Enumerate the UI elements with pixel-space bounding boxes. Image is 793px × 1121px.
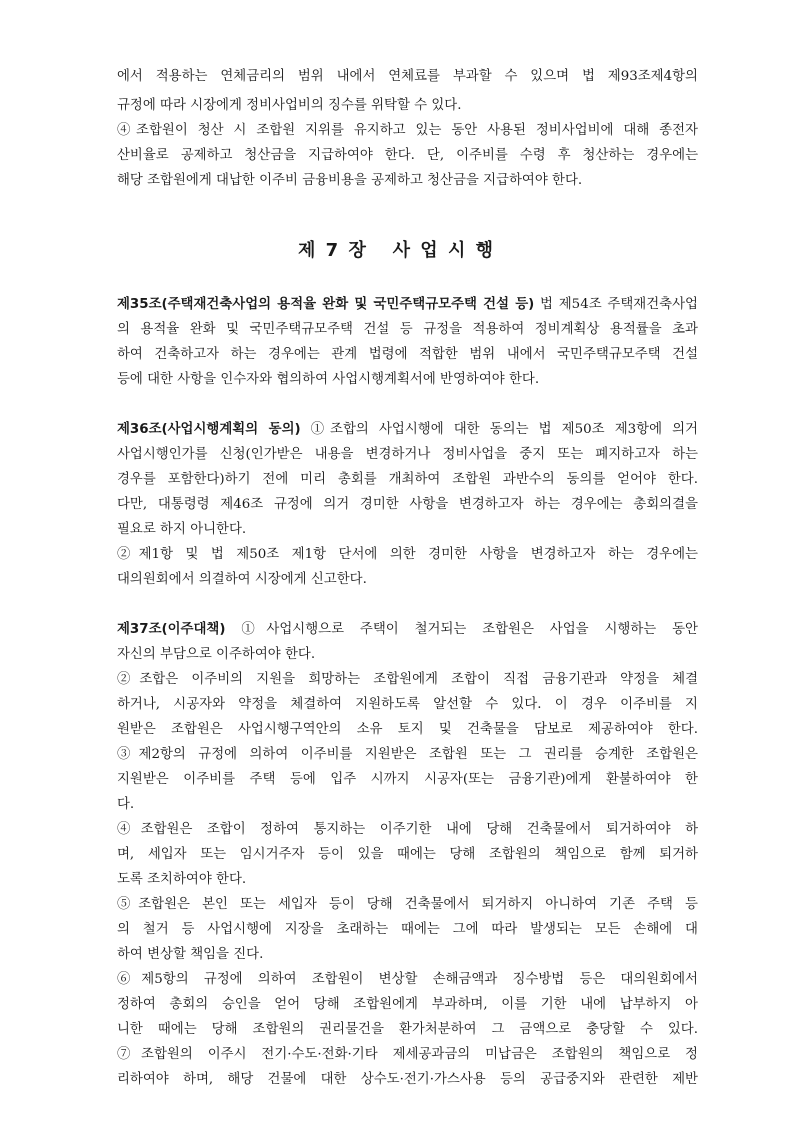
article-37-text: ①사업시행으로 주택이 철거되는 조합원은 사업을 시행하는 동안 xyxy=(225,622,698,637)
text-line: 대의원회에서 의결하여 시장에게 신고한다. xyxy=(117,572,367,587)
chapter-heading: 제 7 장 사 업 시 행 xyxy=(298,240,495,261)
text-line: 며, 세입자 또는 임시거주자 등이 있을 때에는 당해 조합원의 책임으로 함께 퇴거하 xyxy=(117,847,698,862)
article-37-first-line xyxy=(117,620,698,640)
text-line: 하거나, 시공자와 약정을 체결하여 지원하도록 알선할 수 있다. 이 경우 이주비를 지 xyxy=(117,697,698,712)
text-line: 규정에 따라 시장에게 정비사업비의 징수를 위탁할 수 있다. xyxy=(117,98,462,113)
text-line: 에서 적용하는 연체금리의 범위 내에서 연체료를 부과할 수 있으며 법 제93조제4항의 xyxy=(117,69,698,84)
text-line: 의 철거 등 사업시행에 지장을 초래하는 때에는 그에 따라 발생되는 모든 손해에 대 xyxy=(117,922,698,937)
text-line: 다. xyxy=(117,797,135,812)
text-line: 하여 건축하고자 하는 경우에는 관계 법령에 적합한 범위 내에서 국민주택규모주택 건설 xyxy=(117,347,698,362)
text-line: ⑥제5항의 규정에 의하여 조합원이 변상할 손해금액과 징수방법 등은 대의원회에서 xyxy=(117,972,698,987)
text-line: 니한 때에는 당해 조합원의 권리물건을 환가처분하여 그 금액으로 충당할 수 있다. xyxy=(117,1022,698,1037)
text-line: 다만, 대통령령 제46조 규정에 의거 경미한 사항을 변경하고자 하는 경우에는 총회의결을 xyxy=(117,497,698,512)
text-line: ②조합은 이주비의 지원을 희망하는 조합원에게 조합이 직접 금융기관과 약정을 체결 xyxy=(117,672,698,687)
text-line: 의 용적율 완화 및 국민주택규모주택 건설 등 규정을 적용하여 정비계획상 용적률을 초과 xyxy=(117,322,698,337)
text-line: ③제2항의 규정에 의하여 이주비를 지원받은 조합원 또는 그 권리를 승계한 조합원은 xyxy=(117,747,698,762)
text-line: 지원받은 이주비를 주택 등에 입주 시까지 시공자(또는 금융기관)에게 환불하여야 한 xyxy=(117,772,698,787)
article-36-text: ①조합의 사업시행에 대한 동의는 법 제50조 제3항에 의거 xyxy=(300,422,698,437)
text-line: 사업시행인가를 신청(인가받은 내용을 변경하거나 정비사업을 중지 또는 폐지하고자 하는 xyxy=(117,447,698,462)
text-line: 리하여야 하며, 해당 건물에 대한 상수도·전기·가스사용 등의 공급중지와 관련한 제반 xyxy=(117,1072,698,1087)
article-35-first-line xyxy=(117,295,698,315)
text-line: 산비율로 공제하고 청산금을 지급하여야 한다. 단, 이주비를 수령 후 청산하는 경우에는 xyxy=(117,148,698,163)
article-35-text: 법 제54조 주택재건축사업 xyxy=(534,297,698,312)
text-line: 도록 조치하여야 한다. xyxy=(117,872,247,887)
text-line: 등에 대한 사항을 인수자와 협의하여 사업시행계획서에 반영하여야 한다. xyxy=(117,372,540,387)
text-line: ④조합원은 조합이 정하여 통지하는 이주기한 내에 당해 건축물에서 퇴거하여야 하 xyxy=(117,822,698,837)
text-line: 해당 조합원에게 대납한 이주비 금융비용을 공제하고 청산금을 지급하여야 한다. xyxy=(117,173,583,188)
article-37-title: 제37조(이주대책) xyxy=(117,622,226,637)
text-line: ⑤조합원은 본인 또는 세입자 등이 당해 건축물에서 퇴거하지 아니하여 기존 주택 등 xyxy=(117,897,698,912)
text-line: 원받은 조합원은 사업시행구역안의 소유 토지 및 건축물을 담보로 제공하여야 한다. xyxy=(117,722,698,737)
article-36-first-line xyxy=(117,420,698,440)
text-line: 필요로 하지 아니한다. xyxy=(117,522,247,537)
text-line: ⑦조합원의 이주시 전기·수도·전화·기타 제세공과금의 미납금은 조합원의 책임으로 정 xyxy=(117,1047,698,1062)
text-line: 하여 변상할 책임을 진다. xyxy=(117,947,264,962)
text-line: 정하여 총회의 승인을 얻어 당해 조합원에게 부과하며, 이를 기한 내에 납부하지 아 xyxy=(117,997,698,1012)
article-35-title: 제35조(주택재건축사업의 용적율 완화 및 국민주택규모주택 건설 등) xyxy=(117,297,535,312)
text-line: 경우를 포함한다)하기 전에 미리 총회를 개최하여 조합원 과반수의 동의를 얻어야 한다. xyxy=(117,472,698,487)
text-line: ②제1항 및 법 제50조 제1항 단서에 의한 경미한 사항을 변경하고자 하는 경우에는 xyxy=(117,547,698,562)
text-line: ④조합원이 청산 시 조합원 지위를 유지하고 있는 동안 사용된 정비사업비에 대해 종전자 xyxy=(117,123,698,138)
text-line: 자신의 부담으로 이주하여야 한다. xyxy=(117,647,316,662)
article-36-title: 제36조(사업시행계획의 동의) xyxy=(117,422,301,437)
